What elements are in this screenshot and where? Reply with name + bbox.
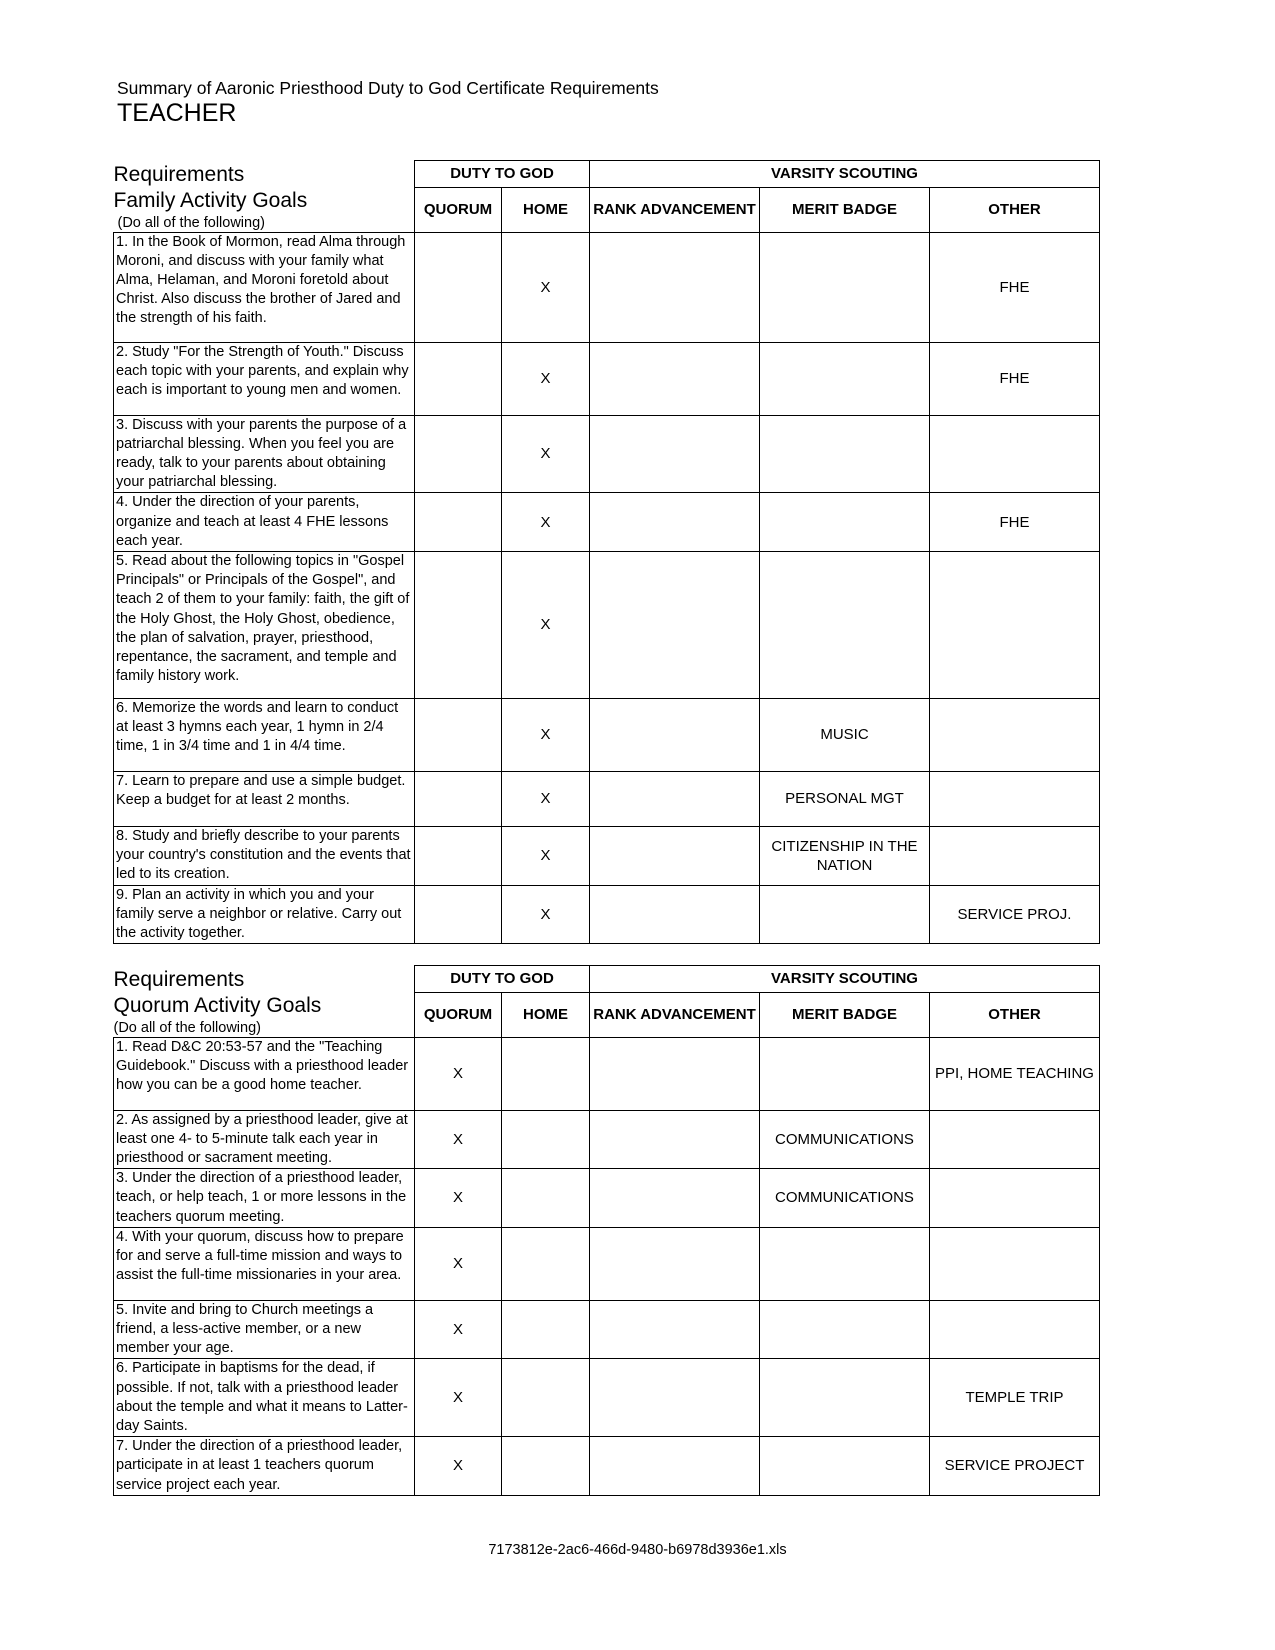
family-requirements-table <box>113 160 1100 944</box>
merit-cell <box>760 493 930 552</box>
home-cell <box>502 1300 590 1359</box>
other-cell: FHE <box>930 493 1100 552</box>
other-cell: SERVICE PROJ. <box>930 885 1100 944</box>
requirement-text: 1. Read D&C 20:53-57 and the "Teaching Guidebook." Discuss with a priesthood leader how you can be a good home teacher. <box>114 1037 415 1110</box>
merit-cell: COMMUNICATIONS <box>760 1110 930 1169</box>
other-cell <box>930 771 1100 826</box>
requirement-text: 5. Read about the following topics in "Gospel Principals" or Principals of the Gospel", and teach 2 of them to your family: faith, the gift of the Holy Ghost, the Holy Ghost, obedience, the plan of salvation, prayer, priesthood, repentance, the sacrament, and temple and family history work. <box>114 551 415 698</box>
rank-cell <box>590 342 760 415</box>
home-column-header: HOME <box>502 992 590 1037</box>
requirements-heading: Requirements <box>113 162 245 186</box>
quorum-cell <box>415 771 502 826</box>
home-cell: X <box>502 232 590 342</box>
other-cell <box>930 1227 1100 1300</box>
requirement-text: 8. Study and briefly describe to your parents your country's constitution and the events that led to its creation. <box>114 826 415 885</box>
merit-cell <box>760 551 930 698</box>
varsity-scouting-header: VARSITY SCOUTING <box>590 161 1100 188</box>
home-cell: X <box>502 342 590 415</box>
requirement-row <box>114 1359 1100 1437</box>
quorum-cell: X <box>415 1037 502 1110</box>
rank-cell <box>590 1037 760 1110</box>
quorum-cell: X <box>415 1437 502 1496</box>
file-name-footer: 7173812e-2ac6-466d-9480-b6978d3936e1.xls <box>488 1542 787 1558</box>
requirement-row <box>114 232 1100 342</box>
rank-cell <box>590 1227 760 1300</box>
home-cell: X <box>502 551 590 698</box>
rank-cell <box>590 771 760 826</box>
rank-cell <box>590 826 760 885</box>
requirement-row <box>114 1169 1100 1228</box>
quorum-cell <box>415 493 502 552</box>
activity-goals-heading: Family Activity Goals <box>113 188 308 212</box>
page-title: Summary of Aaronic Priesthood Duty to God Certificate Requirements <box>117 78 659 98</box>
other-cell <box>930 551 1100 698</box>
home-cell: X <box>502 415 590 493</box>
home-cell <box>502 1037 590 1110</box>
requirement-text: 2. As assigned by a priesthood leader, give at least one 4- to 5-minute talk each year in priesthood or sacrament meeting. <box>114 1110 415 1169</box>
requirement-row <box>114 1437 1100 1496</box>
rank-cell <box>590 1359 760 1437</box>
rank-cell <box>590 885 760 944</box>
merit-cell <box>760 342 930 415</box>
quorum-column-header: QUORUM <box>415 187 502 232</box>
requirement-text: 7. Learn to prepare and use a simple budget. Keep a budget for at least 2 months. <box>114 771 415 826</box>
other-cell <box>930 1169 1100 1228</box>
other-cell: FHE <box>930 342 1100 415</box>
requirement-row <box>114 493 1100 552</box>
requirement-row <box>114 415 1100 493</box>
requirement-row <box>114 1227 1100 1300</box>
requirement-row <box>114 698 1100 771</box>
merit-cell: PERSONAL MGT <box>760 771 930 826</box>
rank-cell <box>590 232 760 342</box>
quorum-cell <box>415 415 502 493</box>
home-cell <box>502 1110 590 1169</box>
quorum-cell: X <box>415 1110 502 1169</box>
rank-cell <box>590 1169 760 1228</box>
home-cell <box>502 1359 590 1437</box>
requirement-row <box>114 342 1100 415</box>
rank-cell <box>590 698 760 771</box>
instructions-note: (Do all of the following) <box>113 1019 261 1036</box>
requirement-text: 4. Under the direction of your parents, organize and teach at least 4 FHE lessons each year. <box>114 493 415 552</box>
merit-badge-column-header: MERIT BADGE <box>760 187 930 232</box>
requirement-text: 7. Under the direction of a priesthood leader, participate in at least 1 teachers quorum service project each year. <box>114 1437 415 1496</box>
rank-cell <box>590 1300 760 1359</box>
instructions-note: (Do all of the following) <box>117 214 265 231</box>
rank-cell <box>590 493 760 552</box>
requirement-text: 1. In the Book of Mormon, read Alma through Moroni, and discuss with your family what Alma, Helaman, and Moroni foretold about Christ. Also discuss the brother of Jared and the strength of his faith. <box>114 232 415 342</box>
quorum-cell <box>415 232 502 342</box>
other-cell: FHE <box>930 232 1100 342</box>
requirement-row <box>114 1037 1100 1110</box>
requirement-text: 6. Participate in baptisms for the dead, if possible. If not, talk with a priesthood leader about the temple and what it means to Latter-day Saints. <box>114 1359 415 1437</box>
quorum-cell: X <box>415 1300 502 1359</box>
requirement-row <box>114 1300 1100 1359</box>
quorum-cell <box>415 551 502 698</box>
home-cell <box>502 1169 590 1228</box>
rank-advancement-column-header: RANK ADVANCEMENT <box>590 187 760 232</box>
rank-advancement-column-header: RANK ADVANCEMENT <box>590 992 760 1037</box>
other-cell <box>930 1300 1100 1359</box>
other-cell <box>930 826 1100 885</box>
quorum-cell <box>415 342 502 415</box>
duty-to-god-header: DUTY TO GOD <box>415 161 590 188</box>
requirement-text: 4. With your quorum, discuss how to prepare for and serve a full-time mission and ways to assist the full-time missionaries in your area. <box>114 1227 415 1300</box>
quorum-cell <box>415 885 502 944</box>
merit-badge-column-header: MERIT BADGE <box>760 992 930 1037</box>
requirement-text: 3. Under the direction of a priesthood leader, teach, or help teach, 1 or more lessons in the teachers quorum meeting. <box>114 1169 415 1228</box>
rank-cell <box>590 1437 760 1496</box>
home-cell: X <box>502 771 590 826</box>
home-cell <box>502 1227 590 1300</box>
merit-cell: CITIZENSHIP IN THE NATION <box>760 826 930 885</box>
rank-cell <box>590 415 760 493</box>
merit-cell <box>760 1300 930 1359</box>
other-column-header: OTHER <box>930 992 1100 1037</box>
other-cell: TEMPLE TRIP <box>930 1359 1100 1437</box>
other-cell <box>930 1110 1100 1169</box>
requirement-text: 9. Plan an activity in which you and your family serve a neighbor or relative. Carry out the activity together. <box>114 885 415 944</box>
requirement-row <box>114 1110 1100 1169</box>
other-cell <box>930 415 1100 493</box>
quorum-cell <box>415 698 502 771</box>
rank-cell <box>590 1110 760 1169</box>
activity-goals-heading: Quorum Activity Goals <box>113 993 322 1017</box>
section-heading <box>114 966 415 1038</box>
home-cell: X <box>502 698 590 771</box>
page-subtitle: TEACHER <box>117 99 237 127</box>
merit-cell <box>760 1037 930 1110</box>
merit-cell <box>760 1227 930 1300</box>
quorum-requirements-table <box>113 965 1100 1496</box>
varsity-scouting-header: VARSITY SCOUTING <box>590 966 1100 993</box>
merit-cell: COMMUNICATIONS <box>760 1169 930 1228</box>
merit-cell <box>760 1359 930 1437</box>
merit-cell <box>760 885 930 944</box>
requirement-text: 3. Discuss with your parents the purpose of a patriarchal blessing. When you feel you are ready, talk to your parents about obtaining your patriarchal blessing. <box>114 415 415 493</box>
other-cell <box>930 698 1100 771</box>
other-column-header: OTHER <box>930 187 1100 232</box>
home-cell: X <box>502 493 590 552</box>
requirement-text: 6. Memorize the words and learn to conduct at least 3 hymns each year, 1 hymn in 2/4 time, 1 in 3/4 time and 1 in 4/4 time. <box>114 698 415 771</box>
home-cell <box>502 1437 590 1496</box>
requirement-text: 5. Invite and bring to Church meetings a friend, a less-active member, or a new member your age. <box>114 1300 415 1359</box>
quorum-cell: X <box>415 1169 502 1228</box>
requirement-row <box>114 826 1100 885</box>
other-cell: PPI, HOME TEACHING <box>930 1037 1100 1110</box>
other-cell: SERVICE PROJECT <box>930 1437 1100 1496</box>
requirements-heading: Requirements <box>113 967 245 991</box>
rank-cell <box>590 551 760 698</box>
merit-cell: MUSIC <box>760 698 930 771</box>
quorum-cell: X <box>415 1359 502 1437</box>
home-column-header: HOME <box>502 187 590 232</box>
merit-cell <box>760 1437 930 1496</box>
duty-to-god-header: DUTY TO GOD <box>415 966 590 993</box>
quorum-cell: X <box>415 1227 502 1300</box>
quorum-column-header: QUORUM <box>415 992 502 1037</box>
quorum-cell <box>415 826 502 885</box>
merit-cell <box>760 232 930 342</box>
section-heading <box>114 161 415 233</box>
home-cell: X <box>502 885 590 944</box>
requirement-text: 2. Study "For the Strength of Youth." Discuss each topic with your parents, and explain why each is important to young men and women. <box>114 342 415 415</box>
requirement-row <box>114 885 1100 944</box>
requirement-row <box>114 771 1100 826</box>
requirement-row <box>114 551 1100 698</box>
home-cell: X <box>502 826 590 885</box>
merit-cell <box>760 415 930 493</box>
